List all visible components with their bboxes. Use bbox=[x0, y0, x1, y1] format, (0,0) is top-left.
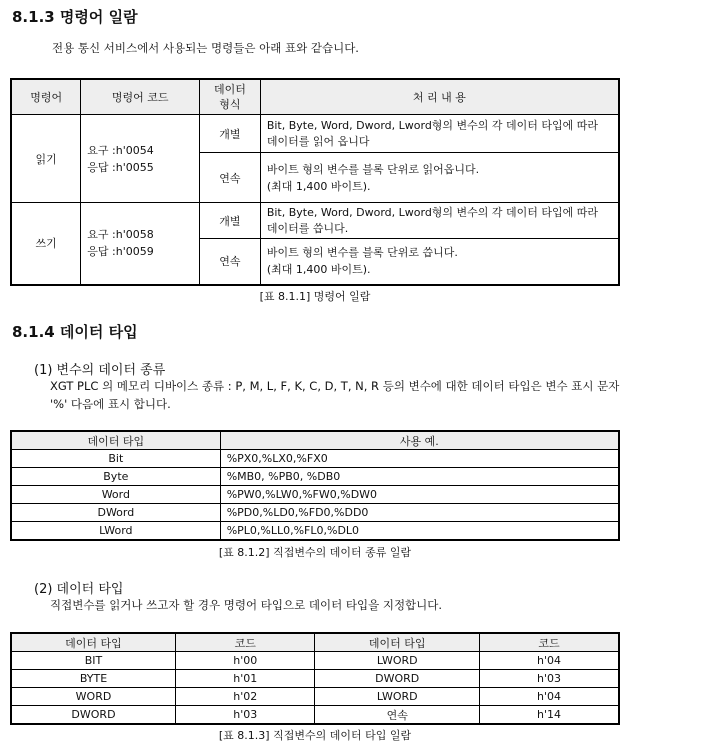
table-row bbox=[11, 706, 619, 725]
code-cell: h'03 bbox=[479, 670, 619, 688]
response-code: 응답 :h'0059 bbox=[87, 245, 154, 259]
command-code-read bbox=[81, 115, 200, 203]
command-read: 읽기 bbox=[11, 115, 81, 203]
section-heading-8-1-4: 8.1.4 데이터 타입 bbox=[12, 323, 138, 341]
data-type-cell: LWORD bbox=[315, 652, 479, 670]
request-code: 요구 :h'0058 bbox=[87, 228, 154, 242]
code-cell: h'04 bbox=[479, 652, 619, 670]
header-process-content: 처 리 내 용 bbox=[260, 79, 619, 115]
subsection-title: (2) 데이터 타입 bbox=[34, 582, 124, 597]
table-caption: [표 8.1.2] 직접변수의 데이터 종류 일람 bbox=[218, 546, 412, 559]
section-intro-text: 전용 통신 서비스에서 사용되는 명령들은 아래 표와 같습니다. bbox=[52, 41, 359, 55]
data-format-individual: 개별 bbox=[200, 115, 261, 153]
code-cell: h'04 bbox=[479, 688, 619, 706]
header-data-format: 데이터 형식 bbox=[200, 79, 261, 115]
section-heading-8-1-3: 8.1.3 명령어 일람 bbox=[12, 8, 138, 26]
data-type-cell: BIT bbox=[11, 652, 175, 670]
data-type-cell: DWORD bbox=[315, 670, 479, 688]
table-row bbox=[11, 652, 619, 670]
table-caption: [표 8.1.3] 직접변수의 데이터 타입 일람 bbox=[218, 729, 412, 742]
data-format-continuous: 연속 bbox=[200, 239, 261, 285]
header-data-type: 데이터 타입 bbox=[11, 633, 175, 652]
usage-example-cell: %MB0, %PB0, %DB0 bbox=[220, 468, 619, 486]
command-table bbox=[10, 78, 620, 286]
data-type-cell: Word bbox=[11, 486, 220, 504]
header-data-type: 데이터 타입 bbox=[11, 431, 220, 450]
code-cell: h'02 bbox=[175, 688, 315, 706]
table-row bbox=[11, 522, 619, 541]
table-row bbox=[11, 670, 619, 688]
data-format-individual: 개별 bbox=[200, 203, 261, 239]
data-type-code-table bbox=[10, 632, 620, 725]
process-description: 바이트 형의 변수를 블록 단위로 씁니다. (최대 1,400 바이트). bbox=[260, 239, 619, 285]
data-format-continuous: 연속 bbox=[200, 153, 261, 203]
data-type-cell: 연속 bbox=[315, 706, 479, 725]
usage-example-cell: %PX0,%LX0,%FX0 bbox=[220, 450, 619, 468]
data-type-cell: DWORD bbox=[11, 706, 175, 725]
table-row bbox=[11, 450, 619, 468]
subsection-text: 직접변수를 읽거나 쓰고자 할 경우 명령어 타입으로 데이터 타입을 지정합니다. bbox=[50, 598, 443, 612]
command-table-header bbox=[11, 79, 619, 115]
data-type-cell: BYTE bbox=[11, 670, 175, 688]
command-code-write bbox=[81, 203, 200, 285]
process-description: Bit, Byte, Word, Dword, Lword형의 변수의 각 데이터 타입에 따라 데이터를 읽어 옵니다 bbox=[260, 115, 619, 153]
variable-type-table bbox=[10, 430, 620, 541]
code-cell: h'14 bbox=[479, 706, 619, 725]
data-type-cell: WORD bbox=[11, 688, 175, 706]
table-row bbox=[11, 468, 619, 486]
table-row bbox=[11, 486, 619, 504]
process-description: 바이트 형의 변수를 블록 단위로 읽어옵니다. (최대 1,400 바이트). bbox=[260, 153, 619, 203]
code-cell: h'00 bbox=[175, 652, 315, 670]
request-code: 요구 :h'0054 bbox=[87, 143, 154, 157]
table-header-row bbox=[11, 431, 619, 450]
subsection-text: XGT PLC 의 메모리 디바이스 종류 : P, M, L, F, K, C, D, T, N, R 등의 변수에 대한 데이터 타입은 변수 표시 문자 bbox=[50, 379, 620, 393]
process-description: Bit, Byte, Word, Dword, Lword형의 변수의 각 데이터 타입에 따라 데이터를 씁니다. bbox=[260, 203, 619, 239]
code-cell: h'01 bbox=[175, 670, 315, 688]
subsection-text: '%' 다음에 표시 합니다. bbox=[50, 397, 171, 411]
usage-example-cell: %PW0,%LW0,%FW0,%DW0 bbox=[220, 486, 619, 504]
header-usage-example: 사용 예. bbox=[220, 431, 619, 450]
header-code: 코드 bbox=[479, 633, 619, 652]
data-type-cell: Byte bbox=[11, 468, 220, 486]
header-data-type: 데이터 타입 bbox=[315, 633, 479, 652]
response-code: 응답 :h'0055 bbox=[87, 160, 154, 174]
data-type-cell: LWord bbox=[11, 522, 220, 541]
data-type-cell: LWORD bbox=[315, 688, 479, 706]
usage-example-cell: %PD0,%LD0,%FD0,%DD0 bbox=[220, 504, 619, 522]
table-row bbox=[11, 504, 619, 522]
table-row bbox=[11, 688, 619, 706]
header-command-code: 명령어 코드 bbox=[81, 79, 200, 115]
table-row bbox=[11, 115, 619, 153]
command-write: 쓰기 bbox=[11, 203, 81, 285]
table-row bbox=[11, 203, 619, 239]
table-header-row bbox=[11, 633, 619, 652]
header-command: 명령어 bbox=[11, 79, 81, 115]
header-code: 코드 bbox=[175, 633, 315, 652]
data-type-cell: Bit bbox=[11, 450, 220, 468]
code-cell: h'03 bbox=[175, 706, 315, 725]
data-type-cell: DWord bbox=[11, 504, 220, 522]
table-caption: [표 8.1.1] 명령어 일람 bbox=[259, 290, 371, 303]
usage-example-cell: %PL0,%LL0,%FL0,%DL0 bbox=[220, 522, 619, 541]
subsection-title: (1) 변수의 데이터 종류 bbox=[34, 363, 166, 378]
